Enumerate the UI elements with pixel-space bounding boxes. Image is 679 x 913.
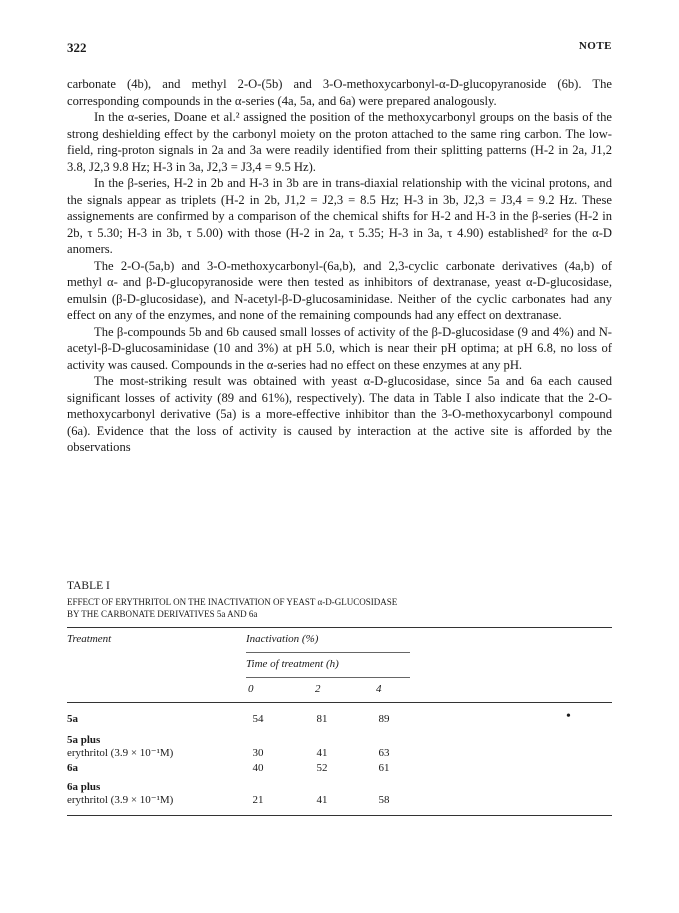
time-4: 4 — [376, 683, 382, 695]
row-6a-value-0: 40 — [252, 762, 264, 774]
page-header — [67, 40, 612, 56]
paragraph-beta-compounds: The β-compounds 5b and 6b caused small losses of activity of the β-D-glucosidase (9 and 4%) and N-acetyl-β-D-glucosaminidase (10 and 3%) at pH 5.0, which is near their pH optima; at pH 6.8, no loss of activity was caused. Compounds in the α-series had no effect on these enzymes at any pH. — [67, 324, 612, 372]
paragraph-continued: carbonate (4b), and methyl 2-O-(5b) and 3-O-methoxycarbonyl-α-D-glucopyranoside (6b). The corresponding compounds in the α-series (4a, 5a, and 6a) were prepared analogously. — [67, 77, 612, 108]
table-caption-line-1: EFFECT OF ERYTHRITOL ON THE INACTIVATION OF YEAST α-D-GLUCOSIDASE — [67, 597, 398, 607]
row-5a-plus-value-4: 63 — [378, 747, 390, 759]
row-6a-value-4: 61 — [378, 762, 390, 774]
row-6a-plus-name: 6a plus — [67, 781, 101, 793]
row-5a-value-0: 54 — [252, 713, 264, 725]
margin-mark: • — [566, 709, 571, 724]
table-label: TABLE I — [67, 580, 110, 592]
table-bottom-rule — [67, 815, 612, 816]
header-bottom-rule — [67, 702, 612, 703]
table-caption-line-2: BY THE CARBONATE DERIVATIVES 5a AND 6a — [67, 609, 258, 619]
row-5a-value-2: 81 — [316, 713, 328, 725]
row-5a-name: 5a — [67, 713, 78, 725]
header-rule-2 — [246, 677, 410, 678]
header-time: Time of treatment (h) — [246, 658, 339, 670]
row-6a-plus-sub: erythritol (3.9 × 10⁻¹M) — [67, 794, 174, 806]
row-5a-plus-sub: erythritol (3.9 × 10⁻¹M) — [67, 747, 174, 759]
row-5a-plus-value-2: 41 — [316, 747, 328, 759]
header-rule-1 — [246, 652, 410, 653]
table-row-label — [67, 762, 78, 775]
time-2: 2 — [315, 683, 321, 695]
table-row-label — [67, 713, 78, 726]
body-text — [67, 76, 612, 456]
row-5a-value-4: 89 — [378, 713, 390, 725]
header-treatment: Treatment — [67, 633, 112, 645]
row-6a-plus-value-0: 21 — [252, 794, 264, 806]
table-top-rule — [67, 627, 612, 628]
row-6a-value-2: 52 — [316, 762, 328, 774]
row-6a-plus-value-2: 41 — [316, 794, 328, 806]
table-row-label — [67, 734, 173, 760]
paragraph-beta-series: In the β-series, H-2 in 2b and H-3 in 3b are in trans-diaxial relationship with the vicinal protons, and the signals appear as triplets (H-2 in 2b, J1,2 = J2,3 = 8.5 Hz; H-3 in 3b, J2,3 = J3,4 = 9.2 Hz. These assignements are confirmed by a comparison of the chemical shifts for H-2 and H-3 in the β-series (H-2 in 2b, τ 5.30; H-3 in 3b, τ 5.00) with those (H-2 in 2a, τ 5.35; H-3 in 3a, τ 4.90) established² for the α-D anomers. — [67, 176, 612, 256]
page-number: 322 — [67, 40, 87, 55]
paragraph-inhibitor-tests: The 2-O-(5a,b) and 3-O-methoxycarbonyl-(6a,b), and 2,3-cyclic carbonate derivatives (4a,b) of methyl α- and β-D-glucopyranoside were then tested as inhibitors of dextranase, yeast α-D-glucosidase, emulsin (β-D-glucosidase), and N-acetyl-β-D-glucosaminidase. Neither of the cyclic carbonates had any effect on any of the enzymes, and none of the remaining compounds had any effect on dextranase. — [67, 258, 612, 322]
table-1 — [67, 580, 612, 620]
running-head: NOTE — [578, 40, 612, 52]
time-0: 0 — [248, 683, 254, 695]
paragraph-striking-result: The most-striking result was obtained with yeast α-D-glucosidase, since 5a and 6a each caused significant losses of activity (89 and 61%), respectively). The data in Table I also indicate that the 2-O-methoxycarbonyl derivative (5a) is a more-effective inhibitor than the 3-O-methoxycarbonyl compound (6a). Evidence that the loss of activity is caused by interaction at the active site is afforded by the observations — [67, 374, 612, 454]
paragraph-alpha-series: In the α-series, Doane et al.² assigned the position of the methoxycarbonyl groups on the basis of the strong deshielding effect by the carbonyl moiety on the proton attached to the same ring carbon. The low-field, ring-proton signals in 2a and 3a were readily identified from their splitting patterns (H-2 in 2a, J1,2 3.8, J2,3 9.8 Hz; H-3 in 3a, J2,3 = J3,4 = 9.5 Hz). — [67, 110, 612, 174]
row-5a-plus-value-0: 30 — [252, 747, 264, 759]
table-row-label — [67, 781, 173, 807]
row-6a-plus-value-4: 58 — [378, 794, 390, 806]
row-6a-name: 6a — [67, 762, 78, 774]
header-inactivation: Inactivation (%) — [246, 633, 319, 645]
row-5a-plus-name: 5a plus — [67, 734, 101, 746]
